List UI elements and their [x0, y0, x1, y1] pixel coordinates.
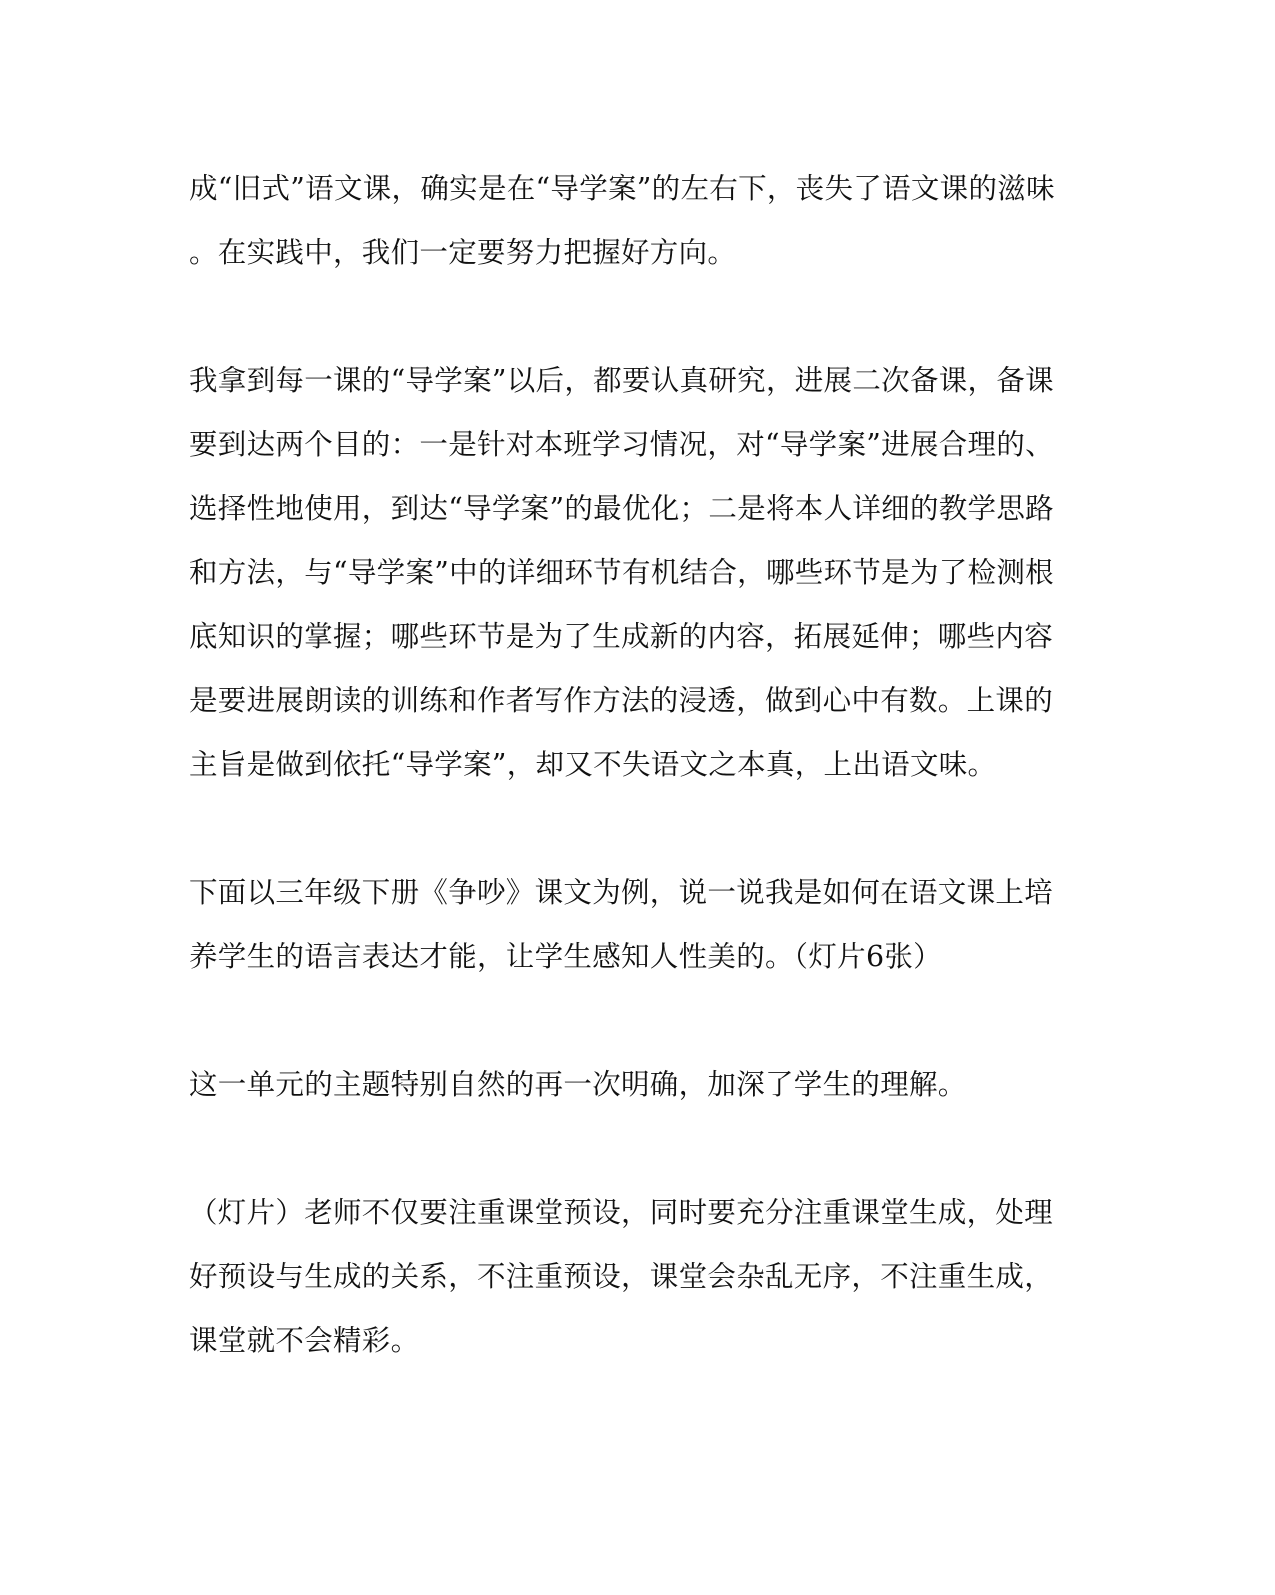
text-line: 主旨是做到依托“导学案”，却又不失语文之本真，上出语文味。	[189, 748, 997, 781]
text-line: 课堂就不会精彩。	[189, 1324, 420, 1357]
text-line: 成“旧式”语文课，确实是在“导学案”的左右下，丧失了语文课的滋味	[189, 172, 1055, 205]
text-line: 养学生的语言表达才能，让学生感知人性美的。（灯片6张）	[189, 940, 942, 973]
text-line: （灯片）老师不仅要注重课堂预设，同时要充分注重课堂生成，处理	[189, 1196, 1054, 1229]
text-line: 下面以三年级下册《争吵》课文为例，说一说我是如何在语文课上培	[189, 876, 1054, 909]
text-line: 要到达两个目的：一是针对本班学习情况，对“导学案”进展合理的、	[189, 428, 1054, 461]
text-line: 好预设与生成的关系，不注重预设，课堂会杂乱无序，不注重生成，	[189, 1260, 1054, 1293]
text-line: 和方法，与“导学案”中的详细环节有机结合，哪些环节是为了检测根	[189, 556, 1054, 589]
text-line: 是要进展朗读的训练和作者写作方法的浸透，做到心中有数。上课的	[189, 684, 1054, 717]
text-line: 。在实践中，我们一定要努力把握好方向。	[189, 236, 737, 269]
text-line: 选择性地使用，到达“导学案”的最优化；二是将本人详细的教学思路	[189, 492, 1054, 525]
text-line: 我拿到每一课的“导学案”以后，都要认真研究，进展二次备课，备课	[189, 364, 1054, 397]
text-line: 这一单元的主题特别自然的再一次明确，加深了学生的理解。	[189, 1068, 967, 1101]
text-line: 底知识的掌握；哪些环节是为了生成新的内容，拓展延伸；哪些内容	[189, 620, 1054, 653]
